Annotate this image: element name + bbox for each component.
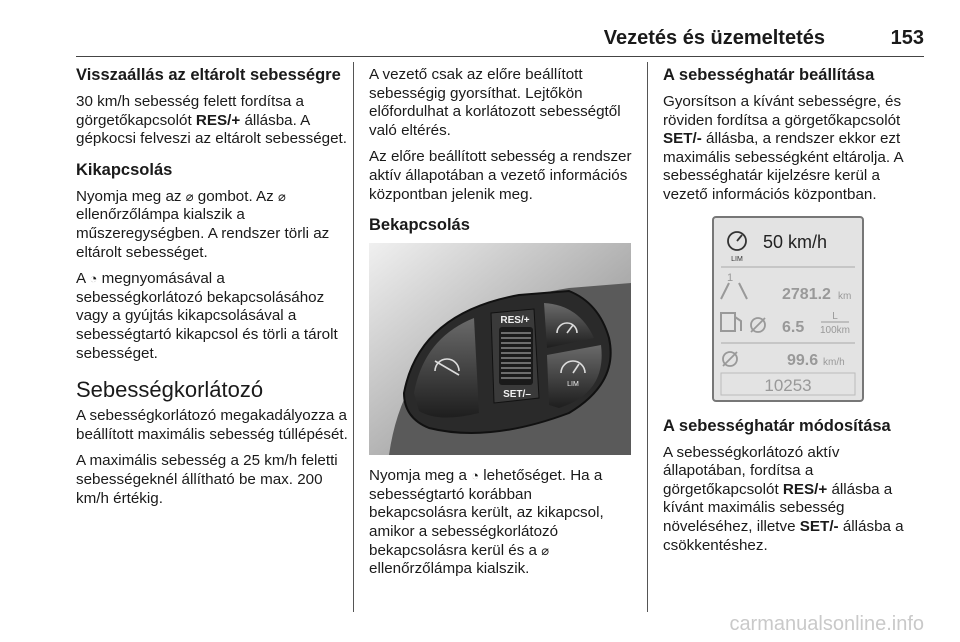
page-number: 153 xyxy=(890,27,924,49)
watermark: carmanualsonline.info xyxy=(729,613,924,635)
text: A xyxy=(76,270,90,288)
heading-change-limit: A sebességhatár módosítása xyxy=(663,416,891,435)
paragraph-change-limit xyxy=(663,444,925,556)
column-3 xyxy=(663,66,925,563)
trip-unit: km xyxy=(838,290,852,302)
set-minus-label: SET/– xyxy=(503,389,531,401)
speed-limit-value: 50 km/h xyxy=(763,231,828,252)
set-minus-label: SET/- xyxy=(663,130,702,148)
paragraph-limiter-2: A maximális sebesség a 25 km/h feletti sebességeknél állítható be max. 200 km/h értékig. xyxy=(76,452,338,507)
text: Nyomja meg az xyxy=(76,187,186,205)
text: állásba a kívánt maximális sebesség növeléséhez, illetve xyxy=(663,480,893,535)
text: állásba, a rendszer ekkor ezt maximális sebességként eltárolja. A sebességhatár kijelzésre kerül a vezető információs központban. xyxy=(663,130,903,203)
instrument-cluster-figure xyxy=(663,213,925,405)
text: állásba. A gépkocsi felveszi az eltárolt sebességet. xyxy=(76,111,347,148)
text: lehetőséget. Ha a sebességtartó korábban bekapcsolásra került, az kikapcsol, amikor a sebességkorlátozó bekapcsolásra kerül és a xyxy=(369,467,604,559)
trip-value: 2781.2 xyxy=(782,285,831,303)
paragraph-switch-off-1 xyxy=(76,188,348,262)
text: megnyomásával a sebességkorlátozó bekapcsolásához vagy a gyújtás kikapcsolásával a sebességtartó kikapcsol és törli a tárolt sebességet. xyxy=(76,270,338,362)
res-plus-label: RES/+ xyxy=(500,315,530,327)
heading-switch-on: Bekapcsolás xyxy=(369,216,470,235)
heading-restore-speed: Visszaállás az eltárolt sebességre xyxy=(76,66,341,84)
fuel-unit-top: L xyxy=(832,310,838,322)
column-divider-2 xyxy=(647,62,648,612)
lim-label: LIM xyxy=(567,381,579,389)
column-1 xyxy=(76,66,348,516)
text: Nyomja meg a xyxy=(369,467,472,485)
paragraph-switch-off-2 xyxy=(76,270,348,363)
average-speed-value: 99.6 xyxy=(787,351,819,369)
speed-limiter-icon: ◔ xyxy=(89,271,98,287)
column-divider-1 xyxy=(353,62,354,612)
gear-indicator: 1 xyxy=(727,271,734,284)
lim-label: LIM xyxy=(731,255,743,263)
text: állásba a csökkentéshez. xyxy=(663,517,904,554)
text: 30 km/h sebesség felett fordítsa a görgetőkapcsolót xyxy=(76,93,304,129)
res-plus-label: RES/+ xyxy=(195,111,241,129)
paragraph-limiter-1: A sebességkorlátozó megakadályozza a beállított maximális sebesség túllépését. xyxy=(76,407,348,443)
set-minus-label: SET/- xyxy=(799,517,839,535)
text: A sebességkorlátozó aktív állapotában, fordítsa a görgetőkapcsolót xyxy=(663,443,840,498)
column-2 xyxy=(369,66,633,587)
header-rule xyxy=(76,56,924,57)
fuel-consumption-value: 6.5 xyxy=(782,318,805,336)
paragraph-top-1: A vezető csak az előre beállított sebességig gyorsíthat. Lejtőkön előfordulhat a korlátozott sebességtől való eltérés. xyxy=(369,66,621,139)
cruise-off-icon: ⌀ xyxy=(541,542,550,558)
paragraph-top-2: Az előre beállított sebesség a rendszer aktív állapotában a vezető információs központban jelenik meg. xyxy=(369,148,632,203)
text: ellenőrzőlámpa kialszik a műszeregységben. A rendszer törli az eltárolt sebességet. xyxy=(76,206,330,261)
heading-speed-limiter: Sebességkorlátozó xyxy=(76,377,264,403)
cruise-off-icon: ⌀ xyxy=(277,188,286,204)
paragraph-switch-on xyxy=(369,467,633,579)
text: gombot. Az xyxy=(193,187,278,205)
thumbwheel xyxy=(499,327,533,385)
heading-switch-off: Kikapcsolás xyxy=(76,160,173,179)
paragraph-restore xyxy=(76,93,348,149)
odometer-value: 10253 xyxy=(764,375,812,395)
cruise-off-icon: ⌀ xyxy=(185,188,194,204)
text: Gyorsítson a kívánt sebességre, és röviden fordítsa a görgetőkapcsolót xyxy=(663,93,902,129)
fuel-unit-bottom: 100km xyxy=(819,324,851,336)
page-header-title: Vezetés és üzemeltetés xyxy=(603,27,825,49)
heading-set-limit: A sebességhatár beállítása xyxy=(663,66,875,84)
res-plus-label: RES/+ xyxy=(782,480,828,498)
paragraph-set-limit xyxy=(663,93,925,205)
text: ellenőrzőlámpa kialszik. xyxy=(369,560,530,578)
steering-wheel-controls-figure xyxy=(369,243,631,455)
speed-limiter-icon: ◔ xyxy=(471,468,479,484)
average-speed-unit: km/h xyxy=(823,356,845,368)
